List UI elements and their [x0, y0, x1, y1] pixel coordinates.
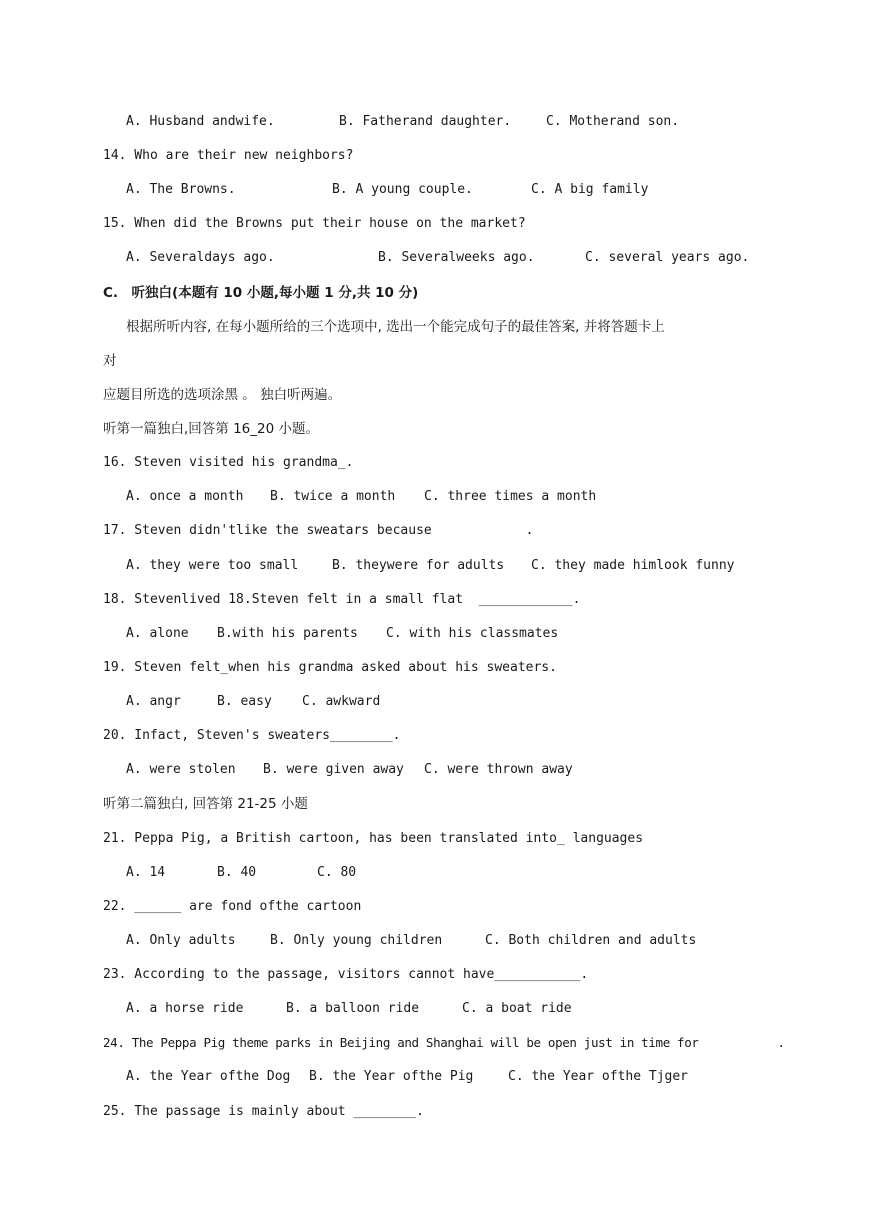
q19-option-c: C. awkward [302, 694, 381, 709]
q22-option-a: A. Only adults [126, 933, 236, 948]
q15-option-c: C. several years ago. [585, 250, 750, 265]
q21-question: 21. Peppa Pig, a British cartoon, has been translated into_ languages [103, 831, 644, 846]
section-c-instruction-3: 应题目所选的选项涂黑 。 独白听两遍。 [103, 387, 342, 403]
q19-option-a: A. angr [126, 694, 181, 709]
q24-option-a: A. the Year ofthe Dog [126, 1069, 291, 1084]
q24-option-c: C. the Year ofthe Tjger [508, 1069, 689, 1084]
q16-option-b: B. twice a month [270, 489, 396, 504]
q15-option-a: A. Severaldays ago. [126, 250, 275, 265]
q15-question: 15. When did the Browns put their house on the market? [103, 216, 526, 231]
q13-option-a: A. Husband andwife. [126, 114, 275, 129]
q23-option-b: B. a balloon ride [286, 1001, 420, 1016]
q22-option-b: B. Only young children [270, 933, 443, 948]
q19-option-b: B. easy [217, 694, 272, 709]
q24-option-b: B. the Year ofthe Pig [309, 1069, 474, 1084]
q18-question: 18. Stevenlived 18.Steven felt in a small flat ____________. [103, 592, 581, 607]
passage-2-intro: 听第二篇独白, 回答第 21-25 小题 [103, 796, 308, 812]
section-c-heading: C. 听独白(本题有 10 小题,每小题 1 分,共 10 分) [103, 285, 419, 301]
q21-option-b: B. 40 [217, 865, 257, 880]
q19-question: 19. Steven felt_when his grandma asked about his sweaters. [103, 660, 557, 675]
q14-option-c: C. A big family [531, 182, 649, 197]
section-c-instruction-1: 根据所听内容, 在每小题所给的三个选项中, 选出一个能完成句子的最佳答案, 并将答题卡上 [126, 319, 665, 335]
q14-option-a: A. The Browns. [126, 182, 236, 197]
q18-option-c: C. with his classmates [386, 626, 559, 641]
passage-1-intro: 听第一篇独白,回答第 16_20 小题。 [103, 421, 319, 437]
q23-option-c: C. a boat ride [462, 1001, 572, 1016]
q16-option-c: C. three times a month [424, 489, 597, 504]
q15-option-b: B. Severalweeks ago. [378, 250, 535, 265]
q23-option-a: A. a horse ride [126, 1001, 244, 1016]
q20-option-a: A. were stolen [126, 762, 236, 777]
q25-question: 25. The passage is mainly about ________. [103, 1104, 424, 1119]
q23-question: 23. According to the passage, visitors cannot have___________. [103, 967, 589, 982]
q17-option-a: A. they were too small [126, 558, 299, 573]
q14-question: 14. Who are their new neighbors? [103, 148, 354, 163]
q20-option-b: B. were given away [263, 762, 404, 777]
q17-question: 17. Steven didn'tlike the sweatars because . [103, 523, 534, 538]
section-c-instruction-2: 对 [103, 353, 117, 369]
q16-question: 16. Steven visited his grandma_. [103, 455, 354, 470]
q22-option-c: C. Both children and adults [485, 933, 697, 948]
q17-option-b: B. theywere for adults [332, 558, 505, 573]
q18-option-b: B.with his parents [217, 626, 358, 641]
q20-question: 20. Infact, Steven's sweaters________. [103, 728, 401, 743]
q13-option-c: C. Motherand son. [546, 114, 680, 129]
q21-option-c: C. 80 [317, 865, 357, 880]
q17-option-c: C. they made himlook funny [531, 558, 735, 573]
q24-question: 24. The Peppa Pig theme parks in Beijing and Shanghai will be open just in time for . [103, 1035, 785, 1050]
q21-option-a: A. 14 [126, 865, 166, 880]
q20-option-c: C. were thrown away [424, 762, 573, 777]
q13-option-b: B. Fatherand daughter. [339, 114, 512, 129]
q14-option-b: B. A young couple. [332, 182, 473, 197]
q18-option-a: A. alone [126, 626, 189, 641]
q22-question: 22. ______ are fond ofthe cartoon [103, 899, 362, 914]
q16-option-a: A. once a month [126, 489, 244, 504]
